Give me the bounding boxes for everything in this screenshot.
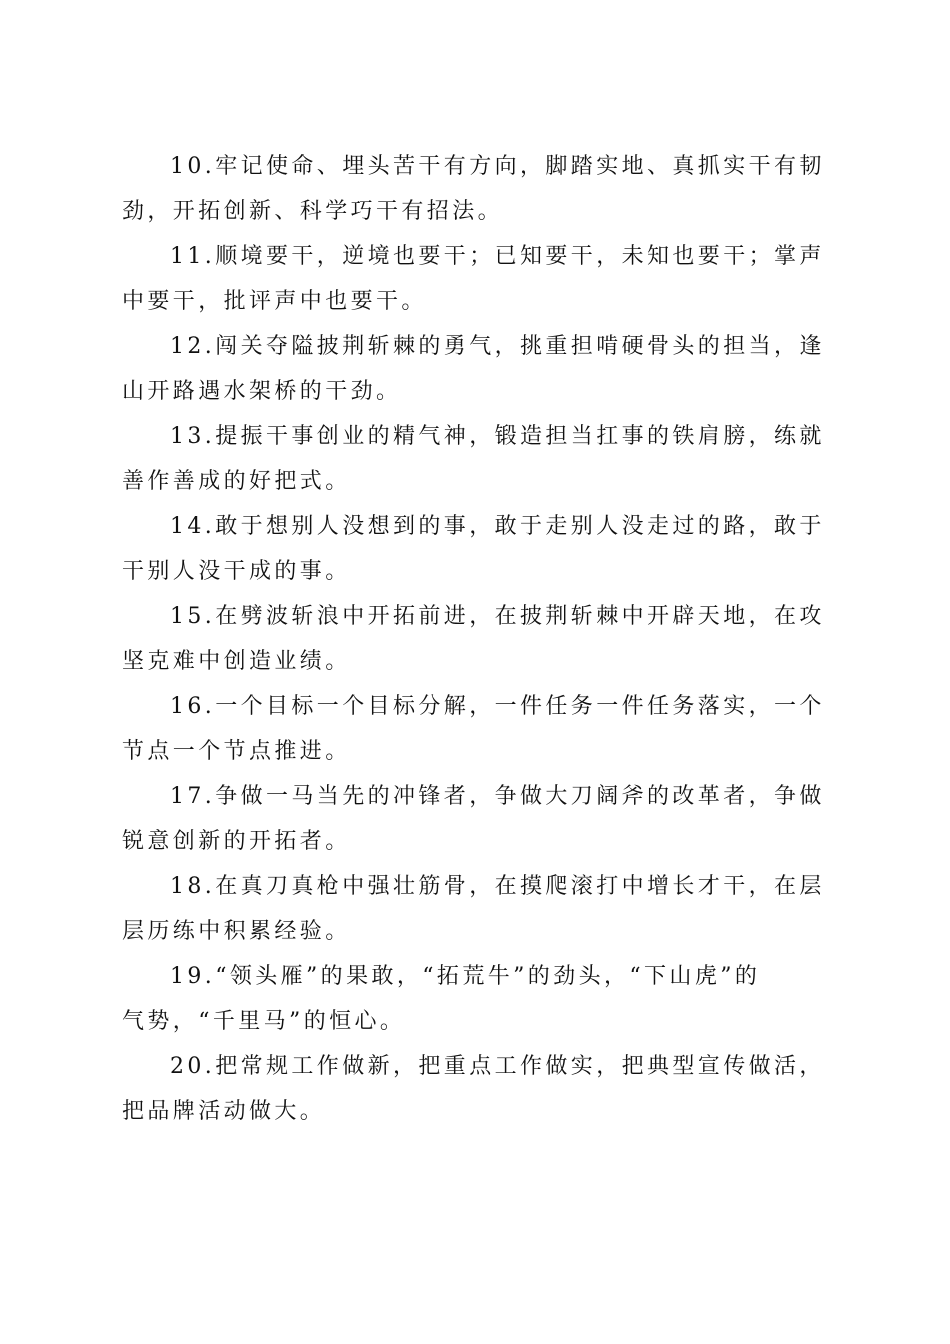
- item-text-continued: 层历练中积累经验。: [122, 919, 351, 944]
- item-text: 提振干事创业的精气神，锻造担当扛事的铁肩膀，练就: [215, 424, 825, 449]
- item-number: 12.: [170, 334, 216, 359]
- list-item-first-line: [122, 604, 825, 629]
- list-item-first-line: [122, 964, 760, 989]
- list-item: [122, 504, 830, 594]
- list-item-first-line: [122, 154, 825, 179]
- document-body: [122, 144, 830, 1134]
- list-item-first-line: [122, 244, 825, 269]
- list-item: [122, 684, 830, 774]
- item-text: 牢记使命、埋头苦干有方向，脚踏实地、真抓实干有韧: [215, 154, 825, 179]
- item-number: 10.: [170, 154, 216, 179]
- item-text-continued: 善作善成的好把式。: [122, 469, 351, 494]
- item-text: “领头雁”的果敢，“拓荒牛”的劲头，“下山虎”的: [215, 964, 761, 989]
- item-text-continued: 节点一个节点推进。: [122, 739, 351, 764]
- item-text-continued: 中要干，批评声中也要干。: [122, 289, 427, 314]
- list-item-first-line: [122, 784, 825, 809]
- list-item-first-line: [122, 334, 825, 359]
- item-number: 17.: [170, 784, 216, 809]
- item-text: 顺境要干，逆境也要干；已知要干，未知也要干；掌声: [215, 244, 825, 269]
- list-item: [122, 234, 830, 324]
- list-item-first-line: [122, 514, 825, 539]
- item-text: 争做一马当先的冲锋者，争做大刀阔斧的改革者，争做: [215, 784, 825, 809]
- list-item: [122, 1044, 830, 1134]
- item-number: 11.: [170, 244, 216, 269]
- item-number: 14.: [170, 514, 216, 539]
- list-item-first-line: [122, 694, 825, 719]
- item-text: 闯关夺隘披荆斩棘的勇气，挑重担啃硬骨头的担当，逢: [215, 334, 825, 359]
- item-text-continued: 气势，“千里马”的恒心。: [122, 1009, 406, 1034]
- item-text-continued: 锐意创新的开拓者。: [122, 829, 351, 854]
- list-item: [122, 144, 830, 234]
- item-number: 18.: [170, 874, 216, 899]
- item-text-continued: 劲，开拓创新、科学巧干有招法。: [122, 199, 504, 224]
- item-text-continued: 坚克难中创造业绩。: [122, 649, 351, 674]
- item-text-continued: 山开路遇水架桥的干劲。: [122, 379, 402, 404]
- list-item: [122, 774, 830, 864]
- list-item-first-line: [122, 874, 825, 899]
- item-number: 13.: [170, 424, 216, 449]
- item-number: 20.: [170, 1054, 216, 1079]
- list-item-first-line: [122, 424, 825, 449]
- item-text-continued: 把品牌活动做大。: [122, 1099, 326, 1124]
- item-text: 敢于想别人没想到的事，敢于走别人没走过的路，敢于: [215, 514, 825, 539]
- item-text: 在劈波斩浪中开拓前进，在披荆斩棘中开辟天地，在攻: [215, 604, 825, 629]
- list-item: [122, 414, 830, 504]
- list-item: [122, 324, 830, 414]
- item-text-continued: 干别人没干成的事。: [122, 559, 351, 584]
- list-item-first-line: [122, 1054, 825, 1079]
- item-number: 16.: [170, 694, 216, 719]
- item-text: 在真刀真枪中强壮筋骨，在摸爬滚打中增长才干，在层: [215, 874, 825, 899]
- list-item: [122, 954, 830, 1044]
- item-text: 一个目标一个目标分解，一件任务一件任务落实，一个: [215, 694, 825, 719]
- item-number: 15.: [170, 604, 216, 629]
- item-text: 把常规工作做新，把重点工作做实，把典型宣传做活，: [215, 1054, 825, 1079]
- item-number: 19.: [170, 964, 216, 989]
- list-item: [122, 864, 830, 954]
- list-item: [122, 594, 830, 684]
